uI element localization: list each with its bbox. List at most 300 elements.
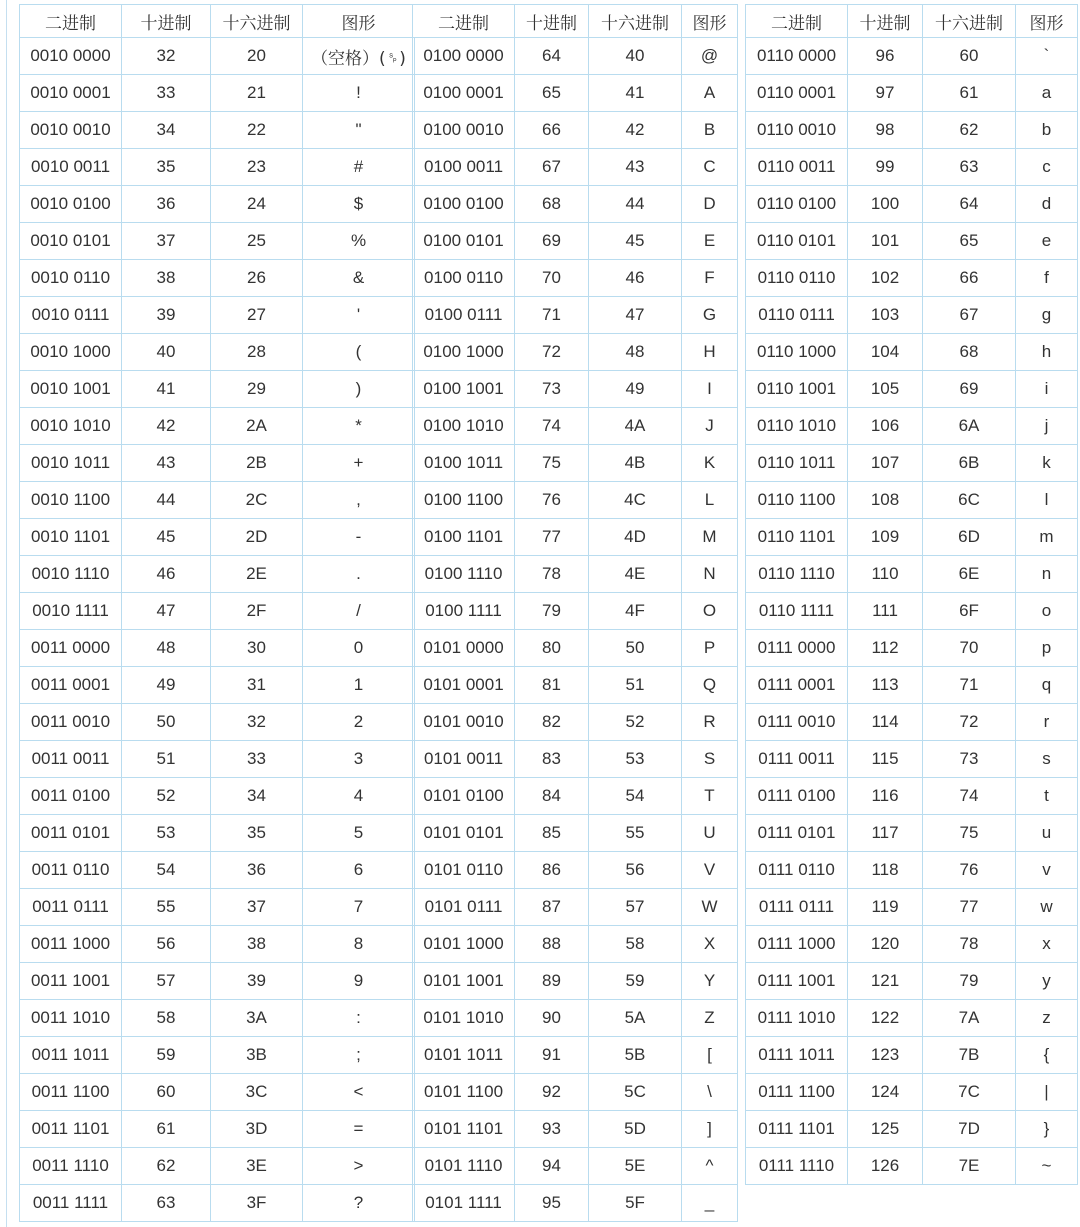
- glyph-cell: o: [1016, 593, 1078, 630]
- decimal-cell: 51: [122, 741, 211, 778]
- glyph-cell: ^: [682, 1148, 738, 1185]
- decimal-cell: 92: [515, 1074, 589, 1111]
- table-row: [412, 408, 738, 445]
- table-row: [19, 704, 415, 741]
- glyph-cell: a: [1016, 75, 1078, 112]
- glyph-cell: >: [303, 1148, 415, 1185]
- glyph-cell: W: [682, 889, 738, 926]
- table-row: [745, 223, 1078, 260]
- glyph-cell: ~: [1016, 1148, 1078, 1185]
- glyph-cell: Y: [682, 963, 738, 1000]
- binary-cell: 0010 1101: [19, 519, 122, 556]
- hex-cell: 62: [923, 112, 1016, 149]
- table-row: [412, 778, 738, 815]
- glyph-cell: &: [303, 260, 415, 297]
- table-row: [19, 334, 415, 371]
- decimal-cell: 74: [515, 408, 589, 445]
- hex-cell: 64: [923, 186, 1016, 223]
- glyph-cell: （空格）(␠): [303, 38, 415, 75]
- binary-cell: 0101 0001: [412, 667, 515, 704]
- glyph-cell: U: [682, 815, 738, 852]
- decimal-cell: 117: [848, 815, 923, 852]
- table-row: [412, 112, 738, 149]
- header-decimal: 十进制: [515, 4, 589, 38]
- hex-cell: 46: [589, 260, 682, 297]
- glyph-cell: <: [303, 1074, 415, 1111]
- hex-cell: 6D: [923, 519, 1016, 556]
- table-row: [19, 1111, 415, 1148]
- decimal-cell: 45: [122, 519, 211, 556]
- decimal-cell: 77: [515, 519, 589, 556]
- binary-cell: 0010 1011: [19, 445, 122, 482]
- glyph-cell: P: [682, 630, 738, 667]
- hex-cell: 4A: [589, 408, 682, 445]
- glyph-cell: 4: [303, 778, 415, 815]
- hex-cell: 60: [923, 38, 1016, 75]
- decimal-cell: 108: [848, 482, 923, 519]
- decimal-cell: 53: [122, 815, 211, 852]
- glyph-cell: ): [303, 371, 415, 408]
- glyph-cell: 8: [303, 926, 415, 963]
- binary-cell: 0111 0110: [745, 852, 848, 889]
- hex-cell: 59: [589, 963, 682, 1000]
- glyph-cell: =: [303, 1111, 415, 1148]
- glyph-cell: `: [1016, 38, 1078, 75]
- binary-cell: 0110 0110: [745, 260, 848, 297]
- hex-cell: 5A: [589, 1000, 682, 1037]
- glyph-cell: e: [1016, 223, 1078, 260]
- binary-cell: 0100 0010: [412, 112, 515, 149]
- table-row: [745, 667, 1078, 704]
- decimal-cell: 57: [122, 963, 211, 1000]
- glyph-cell: Q: [682, 667, 738, 704]
- table-row: [745, 186, 1078, 223]
- decimal-cell: 76: [515, 482, 589, 519]
- binary-cell: 0111 0010: [745, 704, 848, 741]
- hex-cell: 33: [211, 741, 303, 778]
- binary-cell: 0110 0100: [745, 186, 848, 223]
- hex-cell: 69: [923, 371, 1016, 408]
- decimal-cell: 49: [122, 667, 211, 704]
- table-row: [745, 593, 1078, 630]
- decimal-cell: 105: [848, 371, 923, 408]
- binary-cell: 0100 0101: [412, 223, 515, 260]
- glyph-cell: 1: [303, 667, 415, 704]
- header-binary: 二进制: [19, 4, 122, 38]
- table-row: [19, 963, 415, 1000]
- decimal-cell: 67: [515, 149, 589, 186]
- glyph-cell: 3: [303, 741, 415, 778]
- decimal-cell: 75: [515, 445, 589, 482]
- decimal-cell: 32: [122, 38, 211, 75]
- glyph-cell: d: [1016, 186, 1078, 223]
- binary-cell: 0110 0001: [745, 75, 848, 112]
- decimal-cell: 114: [848, 704, 923, 741]
- decimal-cell: 98: [848, 112, 923, 149]
- hex-cell: 6C: [923, 482, 1016, 519]
- decimal-cell: 107: [848, 445, 923, 482]
- binary-cell: 0101 1010: [412, 1000, 515, 1037]
- hex-cell: 71: [923, 667, 1016, 704]
- table-row: [412, 519, 738, 556]
- hex-cell: 3A: [211, 1000, 303, 1037]
- hex-cell: 36: [211, 852, 303, 889]
- hex-cell: 37: [211, 889, 303, 926]
- table-row: [412, 38, 738, 75]
- hex-cell: 24: [211, 186, 303, 223]
- binary-cell: 0101 1110: [412, 1148, 515, 1185]
- glyph-cell: B: [682, 112, 738, 149]
- binary-cell: 0110 0111: [745, 297, 848, 334]
- glyph-cell: 2: [303, 704, 415, 741]
- decimal-cell: 63: [122, 1185, 211, 1222]
- table-row: [412, 1185, 738, 1222]
- glyph-cell: ": [303, 112, 415, 149]
- table-row: [412, 186, 738, 223]
- decimal-cell: 119: [848, 889, 923, 926]
- hex-cell: 44: [589, 186, 682, 223]
- hex-cell: 55: [589, 815, 682, 852]
- binary-cell: 0100 1111: [412, 593, 515, 630]
- hex-cell: 61: [923, 75, 1016, 112]
- header-binary: 二进制: [412, 4, 515, 38]
- table-row: [745, 149, 1078, 186]
- table-row: [412, 963, 738, 1000]
- hex-cell: 6E: [923, 556, 1016, 593]
- glyph-cell: X: [682, 926, 738, 963]
- binary-cell: 0110 0000: [745, 38, 848, 75]
- table-row: [745, 482, 1078, 519]
- glyph-cell: ?: [303, 1185, 415, 1222]
- glyph-cell: [: [682, 1037, 738, 1074]
- decimal-cell: 90: [515, 1000, 589, 1037]
- table-row: [745, 408, 1078, 445]
- hex-cell: 75: [923, 815, 1016, 852]
- decimal-cell: 55: [122, 889, 211, 926]
- hex-cell: 2B: [211, 445, 303, 482]
- table-row: [745, 815, 1078, 852]
- decimal-cell: 36: [122, 186, 211, 223]
- hex-cell: 5B: [589, 1037, 682, 1074]
- binary-cell: 0010 0001: [19, 75, 122, 112]
- binary-cell: 0010 0111: [19, 297, 122, 334]
- binary-cell: 0010 0011: [19, 149, 122, 186]
- header-decimal: 十进制: [122, 4, 211, 38]
- hex-cell: 28: [211, 334, 303, 371]
- table-row: [745, 75, 1078, 112]
- hex-cell: 5F: [589, 1185, 682, 1222]
- decimal-cell: 58: [122, 1000, 211, 1037]
- glyph-cell: k: [1016, 445, 1078, 482]
- hex-cell: 66: [923, 260, 1016, 297]
- table-row: [412, 334, 738, 371]
- hex-cell: 67: [923, 297, 1016, 334]
- glyph-cell: s: [1016, 741, 1078, 778]
- table-row: [745, 556, 1078, 593]
- decimal-cell: 47: [122, 593, 211, 630]
- hex-cell: 54: [589, 778, 682, 815]
- glyph-cell: +: [303, 445, 415, 482]
- glyph-cell: y: [1016, 963, 1078, 1000]
- binary-cell: 0011 1011: [19, 1037, 122, 1074]
- hex-cell: 21: [211, 75, 303, 112]
- decimal-cell: 54: [122, 852, 211, 889]
- binary-cell: 0110 1011: [745, 445, 848, 482]
- hex-cell: 74: [923, 778, 1016, 815]
- glyph-cell: 5: [303, 815, 415, 852]
- header-hex: 十六进制: [211, 4, 303, 38]
- glyph-cell: -: [303, 519, 415, 556]
- table-row: [19, 593, 415, 630]
- hex-cell: 26: [211, 260, 303, 297]
- binary-cell: 0111 0011: [745, 741, 848, 778]
- binary-cell: 0010 0010: [19, 112, 122, 149]
- glyph-cell: c: [1016, 149, 1078, 186]
- glyph-cell: ': [303, 297, 415, 334]
- decimal-cell: 100: [848, 186, 923, 223]
- decimal-cell: 50: [122, 704, 211, 741]
- table-row: [412, 741, 738, 778]
- decimal-cell: 89: [515, 963, 589, 1000]
- glyph-cell: m: [1016, 519, 1078, 556]
- glyph-cell: i: [1016, 371, 1078, 408]
- glyph-cell: (: [303, 334, 415, 371]
- table-row: [19, 630, 415, 667]
- decimal-cell: 73: [515, 371, 589, 408]
- table-row: [412, 889, 738, 926]
- table-row: [19, 482, 415, 519]
- binary-cell: 0110 1100: [745, 482, 848, 519]
- table-row: [412, 926, 738, 963]
- glyph-cell: 0: [303, 630, 415, 667]
- glyph-cell: r: [1016, 704, 1078, 741]
- decimal-cell: 72: [515, 334, 589, 371]
- hex-cell: 45: [589, 223, 682, 260]
- table-row: [745, 38, 1078, 75]
- glyph-cell: t: [1016, 778, 1078, 815]
- table-row: [412, 556, 738, 593]
- hex-cell: 6B: [923, 445, 1016, 482]
- table-row: [745, 1111, 1078, 1148]
- hex-cell: 49: [589, 371, 682, 408]
- binary-cell: 0011 1101: [19, 1111, 122, 1148]
- table-row: [19, 38, 415, 75]
- binary-cell: 0011 0010: [19, 704, 122, 741]
- table-row: [19, 926, 415, 963]
- glyph-cell: D: [682, 186, 738, 223]
- decimal-cell: 46: [122, 556, 211, 593]
- binary-cell: 0010 0000: [19, 38, 122, 75]
- binary-cell: 0100 1100: [412, 482, 515, 519]
- hex-cell: 2D: [211, 519, 303, 556]
- binary-cell: 0010 1001: [19, 371, 122, 408]
- glyph-cell: C: [682, 149, 738, 186]
- binary-cell: 0101 0100: [412, 778, 515, 815]
- table-row: [19, 1074, 415, 1111]
- binary-cell: 0110 1010: [745, 408, 848, 445]
- decimal-cell: 115: [848, 741, 923, 778]
- binary-cell: 0010 0101: [19, 223, 122, 260]
- hex-cell: 63: [923, 149, 1016, 186]
- ascii-table-2: [412, 4, 738, 1222]
- table-row: [412, 297, 738, 334]
- glyph-cell: %: [303, 223, 415, 260]
- hex-cell: 3D: [211, 1111, 303, 1148]
- table-row: [19, 1148, 415, 1185]
- binary-cell: 0100 1101: [412, 519, 515, 556]
- hex-cell: 22: [211, 112, 303, 149]
- hex-cell: 35: [211, 815, 303, 852]
- table-row: [412, 593, 738, 630]
- table-row: [19, 149, 415, 186]
- decimal-cell: 104: [848, 334, 923, 371]
- binary-cell: 0100 1000: [412, 334, 515, 371]
- glyph-cell: E: [682, 223, 738, 260]
- binary-cell: 0100 1001: [412, 371, 515, 408]
- hex-cell: 20: [211, 38, 303, 75]
- binary-cell: 0010 1000: [19, 334, 122, 371]
- glyph-cell: /: [303, 593, 415, 630]
- glyph-cell: L: [682, 482, 738, 519]
- glyph-cell: :: [303, 1000, 415, 1037]
- binary-cell: 0101 1100: [412, 1074, 515, 1111]
- hex-cell: 73: [923, 741, 1016, 778]
- glyph-cell: \: [682, 1074, 738, 1111]
- decimal-cell: 69: [515, 223, 589, 260]
- binary-cell: 0011 0001: [19, 667, 122, 704]
- glyph-cell: 9: [303, 963, 415, 1000]
- table-row: [19, 75, 415, 112]
- table-row: [745, 445, 1078, 482]
- decimal-cell: 87: [515, 889, 589, 926]
- glyph-cell: u: [1016, 815, 1078, 852]
- glyph-cell: H: [682, 334, 738, 371]
- binary-cell: 0101 0111: [412, 889, 515, 926]
- glyph-cell: v: [1016, 852, 1078, 889]
- decimal-cell: 99: [848, 149, 923, 186]
- binary-cell: 0100 0110: [412, 260, 515, 297]
- decimal-cell: 113: [848, 667, 923, 704]
- binary-cell: 0110 0101: [745, 223, 848, 260]
- hex-cell: 4F: [589, 593, 682, 630]
- decimal-cell: 39: [122, 297, 211, 334]
- decimal-cell: 60: [122, 1074, 211, 1111]
- table-row: [412, 223, 738, 260]
- header-hex: 十六进制: [589, 4, 682, 38]
- binary-cell: 0011 1111: [19, 1185, 122, 1222]
- binary-cell: 0010 1111: [19, 593, 122, 630]
- decimal-cell: 35: [122, 149, 211, 186]
- table-row: [745, 926, 1078, 963]
- table-row: [412, 371, 738, 408]
- decimal-cell: 97: [848, 75, 923, 112]
- hex-cell: 57: [589, 889, 682, 926]
- table-row: [412, 1074, 738, 1111]
- hex-cell: 27: [211, 297, 303, 334]
- table-row: [19, 1185, 415, 1222]
- binary-cell: 0110 1110: [745, 556, 848, 593]
- decimal-cell: 109: [848, 519, 923, 556]
- table-row: [412, 75, 738, 112]
- binary-cell: 0010 0100: [19, 186, 122, 223]
- hex-cell: 4D: [589, 519, 682, 556]
- hex-cell: 32: [211, 704, 303, 741]
- binary-cell: 0101 1011: [412, 1037, 515, 1074]
- decimal-cell: 82: [515, 704, 589, 741]
- glyph-cell: 6: [303, 852, 415, 889]
- glyph-cell: ,: [303, 482, 415, 519]
- table-row: [745, 371, 1078, 408]
- hex-cell: 4E: [589, 556, 682, 593]
- binary-cell: 0110 1111: [745, 593, 848, 630]
- binary-cell: 0011 0011: [19, 741, 122, 778]
- hex-cell: 5E: [589, 1148, 682, 1185]
- hex-cell: 2E: [211, 556, 303, 593]
- glyph-cell: {: [1016, 1037, 1078, 1074]
- glyph-cell: }: [1016, 1111, 1078, 1148]
- binary-cell: 0101 0101: [412, 815, 515, 852]
- glyph-cell: $: [303, 186, 415, 223]
- table-row: [412, 1111, 738, 1148]
- hex-cell: 38: [211, 926, 303, 963]
- table-row: [19, 778, 415, 815]
- glyph-cell: w: [1016, 889, 1078, 926]
- hex-cell: 7A: [923, 1000, 1016, 1037]
- glyph-cell: p: [1016, 630, 1078, 667]
- table-row: [745, 1037, 1078, 1074]
- decimal-cell: 121: [848, 963, 923, 1000]
- hex-cell: 7D: [923, 1111, 1016, 1148]
- table-row: [19, 889, 415, 926]
- decimal-cell: 71: [515, 297, 589, 334]
- decimal-cell: 93: [515, 1111, 589, 1148]
- table-row: [745, 260, 1078, 297]
- hex-cell: 48: [589, 334, 682, 371]
- binary-cell: 0010 1010: [19, 408, 122, 445]
- decimal-cell: 79: [515, 593, 589, 630]
- glyph-cell: b: [1016, 112, 1078, 149]
- hex-cell: 72: [923, 704, 1016, 741]
- table-row: [19, 815, 415, 852]
- hex-cell: 4B: [589, 445, 682, 482]
- glyph-cell: q: [1016, 667, 1078, 704]
- left-margin-rule: [6, 0, 7, 1227]
- decimal-cell: 101: [848, 223, 923, 260]
- table-row: [412, 1000, 738, 1037]
- binary-cell: 0011 1001: [19, 963, 122, 1000]
- decimal-cell: 95: [515, 1185, 589, 1222]
- glyph-cell: !: [303, 75, 415, 112]
- binary-cell: 0111 1101: [745, 1111, 848, 1148]
- table-row: [19, 186, 415, 223]
- hex-cell: 2C: [211, 482, 303, 519]
- table-row: [745, 334, 1078, 371]
- table-row: [745, 741, 1078, 778]
- hex-cell: 78: [923, 926, 1016, 963]
- table-row: [745, 852, 1078, 889]
- decimal-cell: 38: [122, 260, 211, 297]
- decimal-cell: 81: [515, 667, 589, 704]
- header-decimal: 十进制: [848, 4, 923, 38]
- hex-cell: 42: [589, 112, 682, 149]
- glyph-cell: K: [682, 445, 738, 482]
- table-row: [745, 704, 1078, 741]
- hex-cell: 7B: [923, 1037, 1016, 1074]
- binary-cell: 0011 0111: [19, 889, 122, 926]
- binary-cell: 0111 0101: [745, 815, 848, 852]
- hex-cell: 7E: [923, 1148, 1016, 1185]
- binary-cell: 0111 0001: [745, 667, 848, 704]
